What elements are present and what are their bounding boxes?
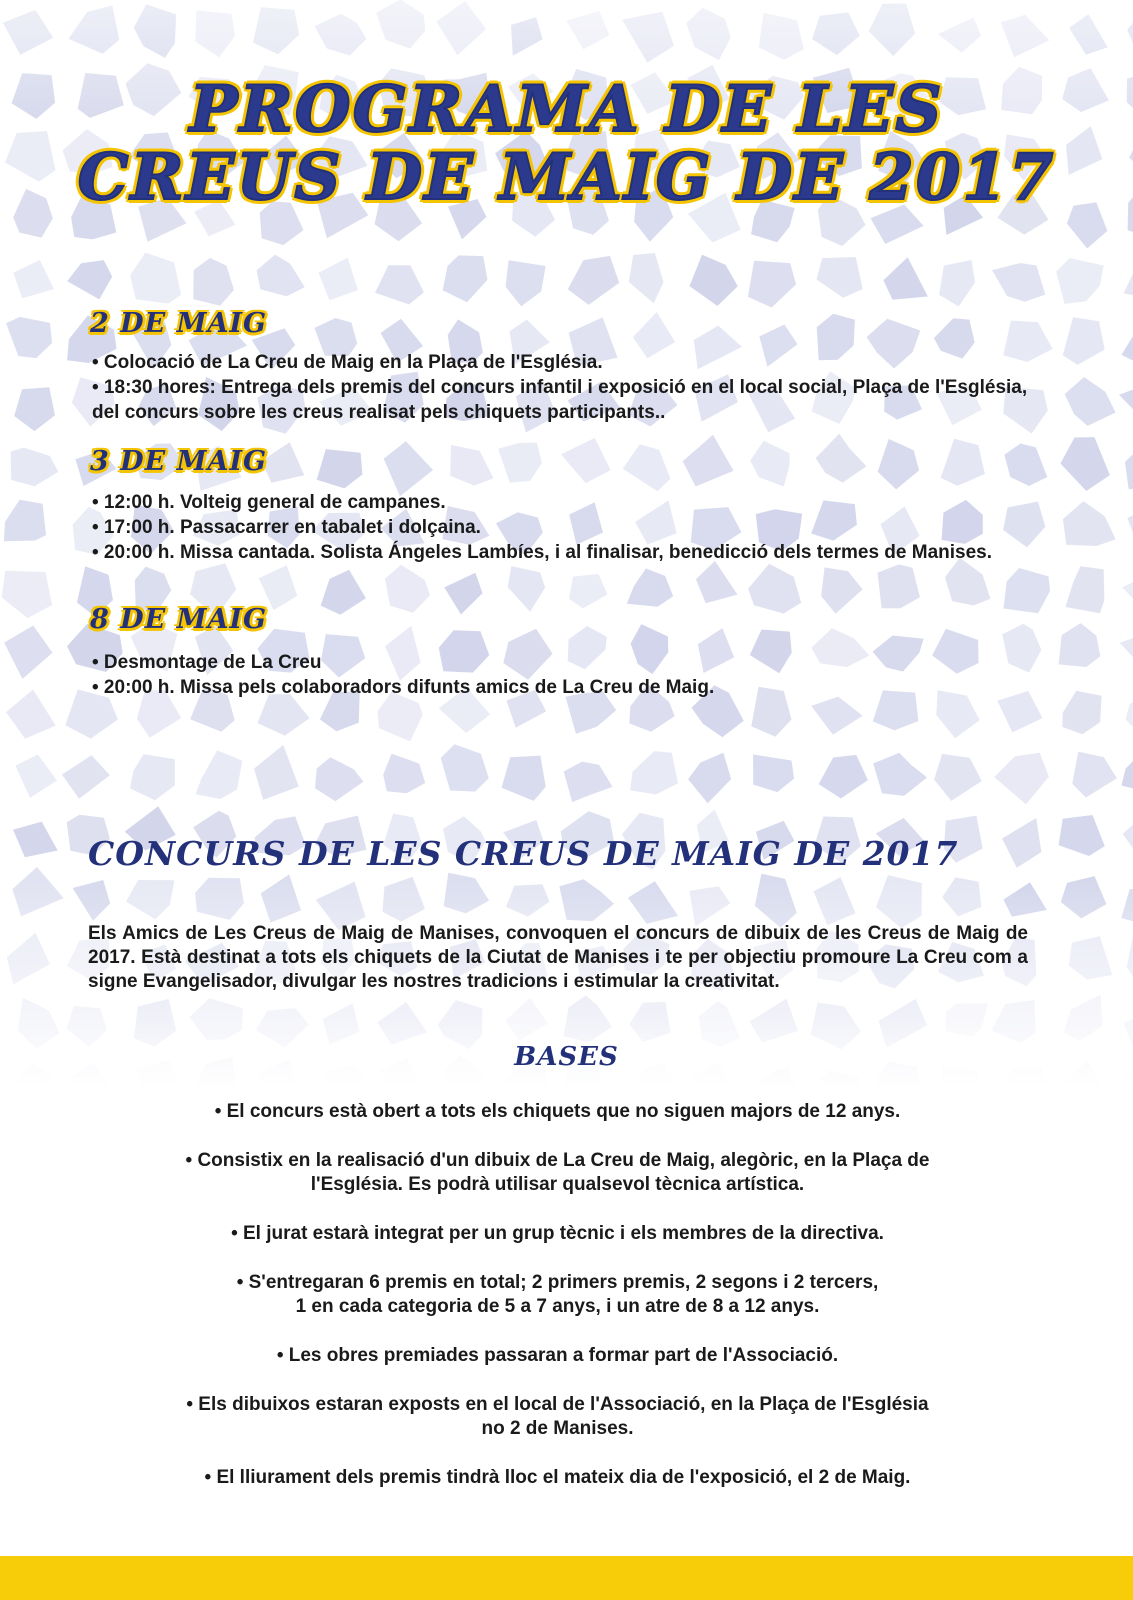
bases-title: BASES <box>514 1042 619 1072</box>
contest-intro: Els Amics de Les Creus de Maig de Manises, convoquen el concurs de dibuix de les Creus de Maig de 2017. Està destinat a tots els chiquets de la Ciutat de Manises i te per objectiu promoure La Creu com a signe Evangelisador, divulgar les nostres tradicions i estimular la creativitat. <box>88 923 1028 992</box>
day-heading-8-maig: 8 DE MAIG <box>90 604 268 635</box>
bases-item: • El lliurament dels premis tindrà lloc el mateix dia de l'exposició, el 2 de Maig. <box>204 1467 911 1488</box>
bases-item: • Les obres premiades passaran a formar part de l'Associació. <box>276 1345 839 1366</box>
footer-bar <box>0 1556 1133 1600</box>
bases-list <box>90 1100 1025 1515</box>
schedule-item: • Colocació de La Creu de Maig en la Plaça de l'Església. <box>92 352 603 373</box>
schedule-item: • 20:00 h. Missa pels colaboradors difunts amics de La Creu de Maig. <box>92 677 715 698</box>
day-list-2-maig <box>92 350 1052 425</box>
schedule-item: • 20:00 h. Missa cantada. Solista Ángeles Lambíes, i al finalisar, benedicció dels termes de Manises. <box>92 542 993 563</box>
main-title-line-2: CREUS DE MAIG DE 2017 <box>77 140 1056 215</box>
schedule-item: • 18:30 hores: Entrega dels premis del concurs infantil i exposició en el local social, Plaça de l'Església, del concurs sobre les creus realisat pels chiquets participants.. <box>92 377 1028 423</box>
bases-item: • S'entregaran 6 premis en total; 2 primers premis, 2 segons i 2 tercers, 1 en cada categoria de 5 a 7 anys, i un atre de 8 a 12 anys. <box>236 1272 879 1317</box>
day-list-3-maig <box>92 490 1052 565</box>
schedule-item: • 17:00 h. Passacarrer en tabalet i dolçaina. <box>92 517 481 538</box>
day-heading-2-maig: 2 DE MAIG <box>90 308 268 339</box>
schedule-item: • Desmontage de La Creu <box>92 652 322 673</box>
main-title-line-1: PROGRAMA DE LES <box>189 72 944 147</box>
day-list-8-maig <box>92 650 1052 700</box>
bases-item: • Els dibuixos estaran exposts en el local de l'Associació, en la Plaça de l'Església no 2 de Manises. <box>186 1394 929 1439</box>
schedule-item: • 12:00 h. Volteig general de campanes. <box>92 492 446 513</box>
day-heading-3-maig: 3 DE MAIG <box>90 446 268 477</box>
bases-item: • El concurs està obert a tots els chiquets que no siguen majors de 12 anys. <box>214 1101 901 1122</box>
contest-title: CONCURS DE LES CREUS DE MAIG DE 2017 <box>88 834 959 873</box>
bases-item: • Consistix en la realisació d'un dibuix de La Creu de Maig, alegòric, en la Plaça de l'Església. Es podrà utilisar qualsevol tècnica artística. <box>185 1150 930 1195</box>
bases-item: • El jurat estarà integrat per un grup tècnic i els membres de la directiva. <box>231 1223 884 1244</box>
